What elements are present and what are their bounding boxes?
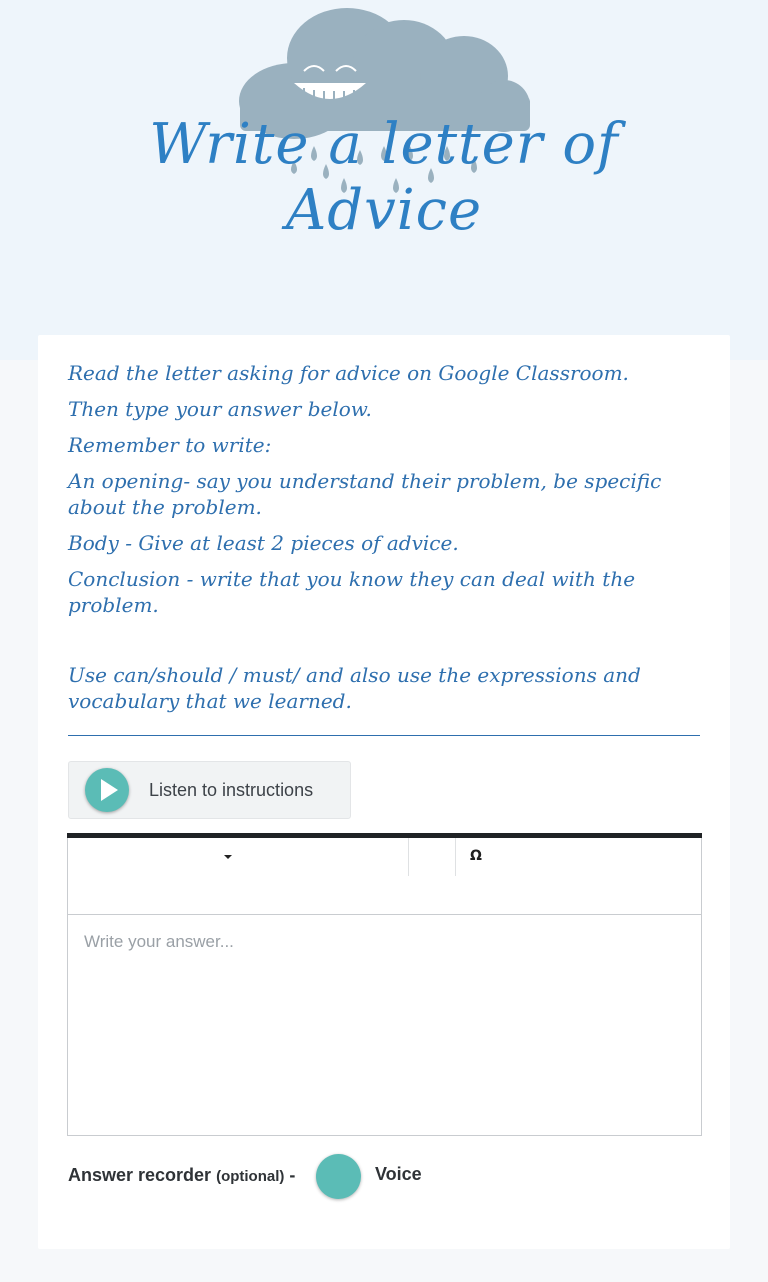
editor-toolbar xyxy=(68,838,701,915)
instruction-line: Read the letter asking for advice on Google Classroom. xyxy=(68,361,629,385)
instruction-line: Conclusion - write that you know they can deal with the problem. xyxy=(68,567,636,617)
instruction-line: Then type your answer below. xyxy=(68,397,372,421)
play-icon[interactable] xyxy=(85,768,129,812)
instruction-line: Body - Give at least 2 pieces of advice. xyxy=(68,531,459,555)
instruction-line: Use can/should / must/ and also use the expressions and vocabulary that we learned. xyxy=(68,663,641,713)
toolbar-button[interactable] xyxy=(409,838,456,876)
format-dropdown[interactable] xyxy=(68,838,409,876)
listen-label: Listen to instructions xyxy=(149,780,314,800)
answer-textarea[interactable] xyxy=(68,915,701,1134)
recorder-dash: - xyxy=(289,1165,296,1185)
recorder-optional: (optional) xyxy=(216,1168,285,1185)
instruction-line: Remember to write: xyxy=(68,433,272,457)
instructions xyxy=(68,360,700,724)
caret-down-icon xyxy=(224,855,232,859)
instruction-line: An opening- say you understand their problem, be specific about the problem. xyxy=(68,469,662,519)
page-title: Write a letter of Advice xyxy=(149,112,619,243)
listen-instructions-button[interactable] xyxy=(68,761,351,819)
divider xyxy=(68,735,700,736)
recorder-label: Answer recorder xyxy=(68,1165,212,1185)
record-voice-button[interactable] xyxy=(316,1154,361,1199)
special-character-button[interactable]: Ω xyxy=(470,848,482,864)
voice-label: Voice xyxy=(375,1164,422,1184)
recorder-label-group xyxy=(68,1165,295,1186)
answer-editor xyxy=(67,833,702,1136)
